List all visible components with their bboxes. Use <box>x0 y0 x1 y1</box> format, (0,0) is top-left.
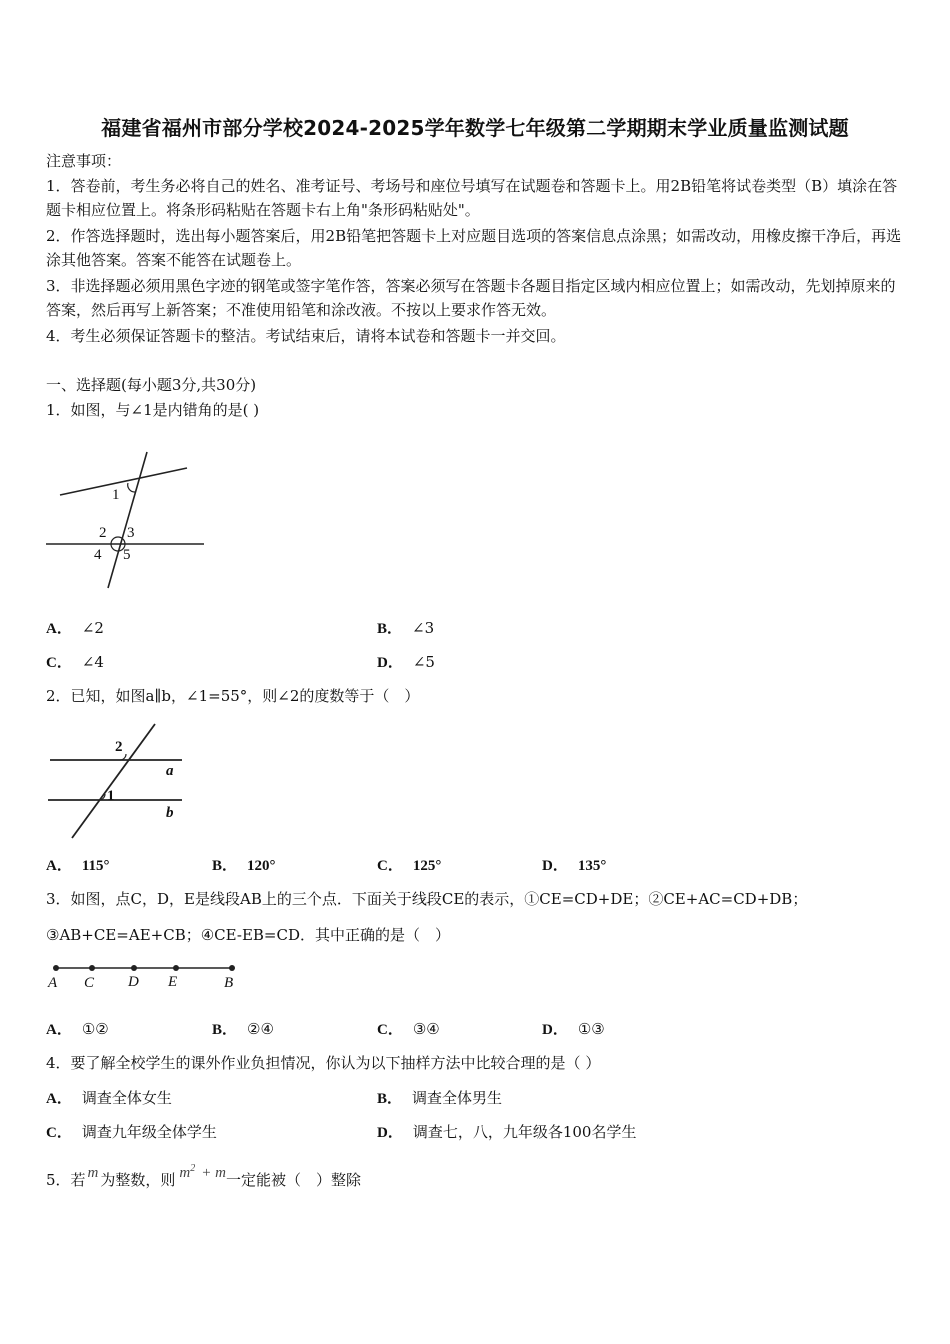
question-3-stem-line1: 3．如图，点C，D，E是线段AB上的三个点．下面关于线段CE的表示，①CE=CD+DE；②CE+AC=CD+DB； <box>46 890 808 908</box>
notice-item-2: 2．作答选择题时，选出每小题答案后，用2B铅笔把答题卡上对应题目选项的答案信息点涂黑；如需改动，用橡皮擦干净后，再选涂其他答案。答案不能答在试题卷上。 <box>46 227 902 269</box>
fig2-label-2: 2 <box>115 739 123 755</box>
q1-option-c[interactable]: C． ∠4 <box>46 653 104 671</box>
q3-option-c[interactable]: C． ③④ <box>377 1020 440 1038</box>
q5-var-m: m <box>87 1165 99 1181</box>
fig3-label-d: D <box>128 974 139 990</box>
fig2-label-b: b <box>166 805 174 821</box>
question-1-figure <box>40 450 220 600</box>
fig1-label-2: 2 <box>99 525 107 541</box>
question-5-stem: 5．若 m 为整数，则 $m^2 + m$一定能被（ ）整除 <box>46 1163 361 1189</box>
fig3-point-d <box>131 965 137 971</box>
fig1-label-4: 4 <box>94 547 102 563</box>
question-3-stem-line2: ③AB+CE=AE+CB；④CE-EB=CD．其中正确的是（ ） <box>46 926 450 944</box>
q3-option-a[interactable]: A． ①② <box>46 1020 109 1038</box>
fig3-label-a: A <box>48 975 58 991</box>
fig1-angle1-arc <box>128 483 135 492</box>
notice-item-4: 4．考生必须保证答题卡的整洁。考试结束后，请将本试卷和答题卡一并交回。 <box>46 327 566 345</box>
notice-item-1: 1．答卷前，考生务必将自己的姓名、准考证号、考场号和座位号填写在试题卷和答题卡上。用2B铅笔将试卷类型（B）填涂在答题卡相应位置上。将条形码粘贴在答题卡右上角"条形码粘贴处"。 <box>46 177 898 219</box>
fig1-label-5: 5 <box>123 547 131 563</box>
q1-option-a[interactable]: A． ∠2 <box>46 619 104 637</box>
fig3-point-e <box>173 965 179 971</box>
fig1-label-3: 3 <box>127 525 135 541</box>
q1-option-b[interactable]: B． ∠3 <box>377 619 435 637</box>
page-title: 福建省福州市部分学校2024-2025学年数学七年级第二学期期末学业质量监测试题 <box>101 116 849 140</box>
q1-option-d[interactable]: D． ∠5 <box>377 653 435 671</box>
question-2-stem: 2．已知，如图a∥b，∠1=55°，则∠2的度数等于（ ） <box>46 687 420 705</box>
question-4-stem: 4．要了解全校学生的课外作业负担情况，你认为以下抽样方法中比较合理的是（ ） <box>46 1054 601 1072</box>
notice-item-3: 3．非选择题必须用黑色字迹的钢笔或签字笔作答，答案必须写在答题卡各题目指定区域内相应位置上；如需改动，先划掉原来的答案，然后再写上新答案；不准使用铅笔和涂改液。不按以上要求作答无效。 <box>46 277 896 319</box>
question-3-figure <box>44 958 244 998</box>
fig3-label-c: C <box>84 975 95 991</box>
q3-option-d[interactable]: D． ①③ <box>542 1020 605 1038</box>
q2-option-d[interactable]: D． 135° <box>542 858 607 874</box>
q5-expression: $m^2 + m$ <box>179 1163 226 1181</box>
fig1-upper-line <box>60 468 187 495</box>
fig1-label-1: 1 <box>112 487 120 503</box>
q2-option-b[interactable]: B． 120° <box>212 858 276 874</box>
fig2-label-1: 1 <box>107 788 115 804</box>
q4-option-d[interactable]: D． 调查七，八，九年级各100名学生 <box>377 1123 637 1141</box>
question-1-stem: 1．如图，与∠1是内错角的是( ) <box>46 401 260 419</box>
q4-option-c[interactable]: C． 调查九年级全体学生 <box>46 1123 217 1141</box>
fig2-label-a: a <box>166 763 174 779</box>
fig3-label-b: B <box>224 975 234 991</box>
section-heading: 一、选择题(每小题3分,共30分) <box>46 376 257 394</box>
q2-option-c[interactable]: C． 125° <box>377 858 442 874</box>
fig3-point-c <box>89 965 95 971</box>
fig2-transversal <box>72 724 155 838</box>
fig3-point-a <box>53 965 59 971</box>
q3-option-b[interactable]: B． ②④ <box>212 1020 274 1038</box>
fig3-point-b <box>229 965 235 971</box>
question-2-figure <box>44 720 194 845</box>
notice-heading: 注意事项： <box>46 152 122 170</box>
q4-option-a[interactable]: A． 调查全体女生 <box>46 1089 172 1107</box>
fig1-transversal <box>108 452 147 588</box>
fig3-label-e: E <box>168 974 178 990</box>
q4-option-b[interactable]: B． 调查全体男生 <box>377 1089 503 1107</box>
q2-option-a[interactable]: A． 115° <box>46 858 110 874</box>
